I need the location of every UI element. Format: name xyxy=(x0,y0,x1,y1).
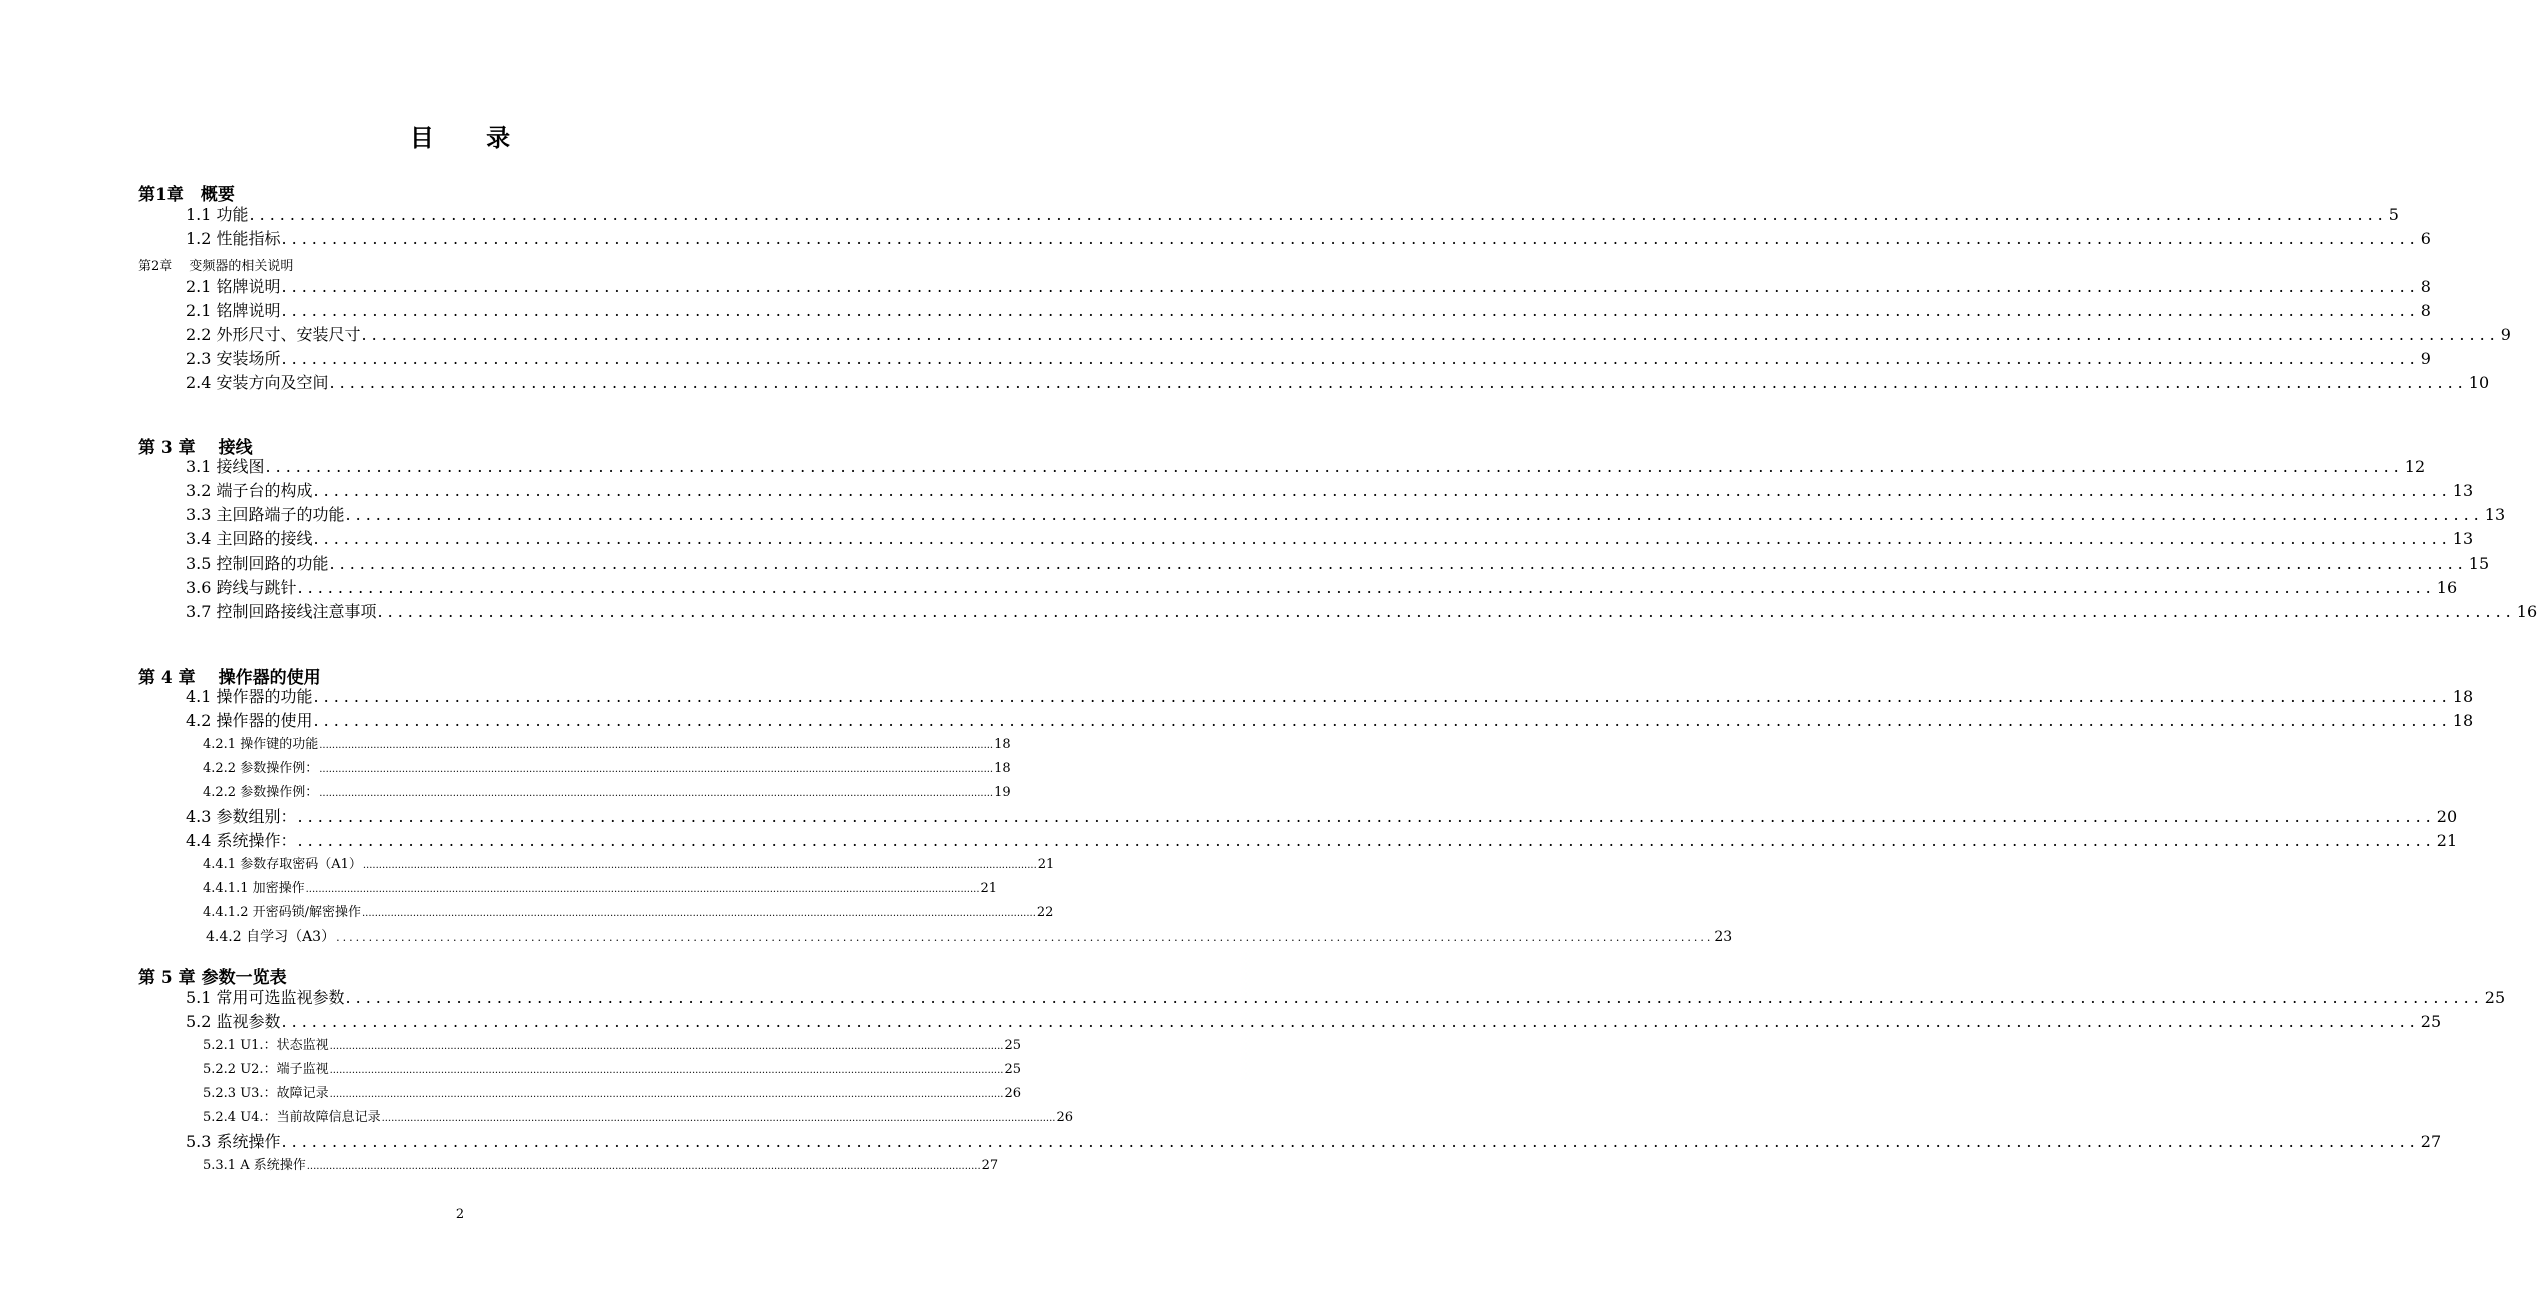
entry-page: 23 xyxy=(1714,929,1733,945)
entry-page: 16 xyxy=(2436,578,2458,597)
chapter-label: 第1章 概要 xyxy=(138,185,235,205)
dot-leader: .................................................................................................................................................................................................................... xyxy=(319,764,994,775)
entry-page: 19 xyxy=(994,785,1011,800)
entry-label: 4.4.1.2 开密码锁/解密操作 xyxy=(203,905,361,920)
dot-leader: .................................................................................................................................................................................................................... xyxy=(381,1113,1056,1124)
entry-label: 4.4 系统操作： xyxy=(186,831,297,850)
dot-leader: .................................................................................................................................................................................................................... xyxy=(306,1161,981,1172)
entry-label: 4.1 操作器的功能 xyxy=(186,687,313,706)
toc-subentry[interactable] xyxy=(203,760,1011,779)
toc-subentry[interactable] xyxy=(203,904,1054,923)
toc-entry[interactable] xyxy=(186,578,2458,598)
entry-page: 25 xyxy=(1004,1038,1022,1053)
entry-label: 2.4 安装方向及空间 xyxy=(186,373,329,392)
toc-entry[interactable] xyxy=(186,554,2490,574)
dot-leader: .................................................................................................................................................................................................................... xyxy=(313,481,2452,500)
dot-leader: .................................................................................................................................................................................................................... xyxy=(361,325,2500,344)
toc-subentry[interactable] xyxy=(203,856,1055,875)
entry-page: 9 xyxy=(2420,349,2431,368)
entry-label: 5.3.1 A 系统操作 xyxy=(203,1158,306,1173)
entry-label: 1.1 功能 xyxy=(186,205,249,224)
entry-label: 5.2.4 U4.：当前故障信息记录 xyxy=(203,1110,381,1125)
toc-subentry[interactable] xyxy=(206,928,1733,947)
toc-entry[interactable] xyxy=(186,325,2511,345)
toc-subentry[interactable] xyxy=(203,1157,999,1176)
dot-leader: .................................................................................................................................................................................................................... xyxy=(281,349,2420,368)
entry-page: 13 xyxy=(2484,505,2506,524)
toc-entry[interactable] xyxy=(186,205,2399,225)
toc-subentry[interactable] xyxy=(203,880,998,899)
entry-label: 5.2 监视参数 xyxy=(186,1012,281,1031)
dot-leader: .................................................................................................................................................................................................................... xyxy=(319,740,994,751)
entry-label: 3.2 端子台的构成 xyxy=(186,481,313,500)
entry-label: 4.2 操作器的使用 xyxy=(186,711,313,730)
entry-page: 26 xyxy=(1004,1086,1022,1101)
entry-page: 18 xyxy=(2452,687,2474,706)
toc-subentry[interactable] xyxy=(203,784,1011,803)
entry-label: 3.6 跨线与跳针 xyxy=(186,578,297,597)
entry-label: 4.2.2 参数操作例： xyxy=(203,761,319,776)
dot-leader: .................................................................................................................................................................................................................... xyxy=(329,1089,1004,1100)
dot-leader: .................................................................................................................................................................................................................... xyxy=(297,807,2436,826)
entry-page: 18 xyxy=(994,737,1011,752)
entry-page: 20 xyxy=(2436,807,2458,826)
entry-page: 5 xyxy=(2388,205,2399,224)
toc-entry[interactable] xyxy=(186,807,2458,827)
entry-label: 2.1 铭牌说明 xyxy=(186,277,281,296)
chapter-2-heading[interactable] xyxy=(138,255,293,274)
toc-entry[interactable] xyxy=(186,529,2474,549)
dot-leader: .................................................................................................................................................................................................................... xyxy=(281,301,2420,320)
toc-subentry[interactable] xyxy=(203,736,1011,755)
dot-leader: .................................................................................................................................................................................................................... xyxy=(297,578,2436,597)
chapter-5-heading[interactable] xyxy=(138,963,287,988)
entry-label: 4.2.2 参数操作例： xyxy=(203,785,319,800)
entry-label: 4.4.2 自学习（A3） xyxy=(206,929,336,945)
page-number: 2 xyxy=(455,1207,465,1222)
dot-leader: .................................................................................................................................................................................................................... xyxy=(329,1041,1004,1052)
entry-label: 2.3 安装场所 xyxy=(186,349,281,368)
entry-page: 18 xyxy=(2452,711,2474,730)
toc-subentry[interactable] xyxy=(203,1109,1074,1128)
entry-page: 9 xyxy=(2500,325,2511,344)
dot-leader: .................................................................................................................................................................................................................... xyxy=(305,884,980,895)
entry-page: 25 xyxy=(1004,1062,1022,1077)
entry-label: 5.2.2 U2.：端子监视 xyxy=(203,1062,329,1077)
chapter-4-heading[interactable] xyxy=(138,663,321,688)
entry-page: 21 xyxy=(1037,857,1055,872)
dot-leader: .................................................................................................................................................................................................................... xyxy=(362,860,1037,871)
entry-label: 4.4.1.1 加密操作 xyxy=(203,881,305,896)
chapter-label: 第 4 章 操作器的使用 xyxy=(138,668,321,688)
entry-page: 13 xyxy=(2452,529,2474,548)
entry-page: 25 xyxy=(2484,988,2506,1007)
dot-leader: .................................................................................................................................................................................................................... xyxy=(377,602,2516,621)
entry-page: 15 xyxy=(2468,554,2490,573)
entry-page: 27 xyxy=(2420,1132,2442,1151)
entry-label: 5.3 系统操作 xyxy=(186,1132,281,1151)
entry-label: 3.5 控制回路的功能 xyxy=(186,554,329,573)
dot-leader: .................................................................................................................................................................................................................... xyxy=(281,1132,2420,1151)
entry-label: 1.2 性能指标 xyxy=(186,229,281,248)
entry-label: 4.2.1 操作键的功能 xyxy=(203,737,319,752)
entry-label: 2.2 外形尺寸、安装尺寸 xyxy=(186,325,361,344)
entry-page: 25 xyxy=(2420,1012,2442,1031)
entry-page: 21 xyxy=(980,881,998,896)
dot-leader: .................................................................................................................................................................................................................... xyxy=(297,831,2436,850)
dot-leader: .................................................................................................................................................................................................................... xyxy=(336,931,1714,944)
entry-label: 3.3 主回路端子的功能 xyxy=(186,505,345,524)
chapter-1-heading[interactable] xyxy=(138,180,235,205)
entry-page: 12 xyxy=(2404,457,2426,476)
entry-page: 18 xyxy=(994,761,1011,776)
dot-leader: .................................................................................................................................................................................................................... xyxy=(265,457,2404,476)
entry-page: 16 xyxy=(2516,602,2537,621)
chapter-label: 第 3 章 接线 xyxy=(138,438,253,458)
toc-entry[interactable] xyxy=(186,277,2431,297)
toc-title: 目 录 xyxy=(409,123,533,152)
entry-page: 22 xyxy=(1036,905,1054,920)
entry-page: 8 xyxy=(2420,277,2431,296)
entry-label: 3.7 控制回路接线注意事项 xyxy=(186,602,377,621)
toc-entry[interactable] xyxy=(186,687,2474,707)
toc-entry[interactable] xyxy=(186,457,2426,477)
dot-leader: .................................................................................................................................................................................................................... xyxy=(329,554,2468,573)
entry-label: 5.2.1 U1.：状态监视 xyxy=(203,1038,329,1053)
entry-page: 10 xyxy=(2468,373,2490,392)
entry-label: 5.1 常用可选监视参数 xyxy=(186,988,345,1007)
entry-page: 6 xyxy=(2420,229,2431,248)
toc-entry[interactable] xyxy=(186,831,2458,851)
toc-subentry[interactable] xyxy=(203,1061,1022,1080)
entry-label: 4.3 参数组别： xyxy=(186,807,297,826)
entry-page: 8 xyxy=(2420,301,2431,320)
entry-label: 3.4 主回路的接线 xyxy=(186,529,313,548)
dot-leader: .................................................................................................................................................................................................................... xyxy=(281,1012,2420,1031)
chapter-label: 第2章 变频器的相关说明 xyxy=(138,259,294,274)
toc-entry[interactable] xyxy=(186,481,2474,501)
toc-entry[interactable] xyxy=(186,229,2431,249)
dot-leader: .................................................................................................................................................................................................................... xyxy=(329,373,2468,392)
dot-leader: .................................................................................................................................................................................................................... xyxy=(345,988,2484,1007)
toc-subentry[interactable] xyxy=(203,1037,1022,1056)
dot-leader: .................................................................................................................................................................................................................... xyxy=(249,205,2388,224)
entry-page: 27 xyxy=(981,1158,999,1173)
entry-label: 5.2.3 U3.：故障记录 xyxy=(203,1086,329,1101)
dot-leader: .................................................................................................................................................................................................................... xyxy=(362,908,1036,919)
toc-entry[interactable] xyxy=(186,602,2537,622)
toc-entry[interactable] xyxy=(186,988,2506,1008)
dot-leader: .................................................................................................................................................................................................................... xyxy=(345,505,2484,524)
dot-leader: .................................................................................................................................................................................................................... xyxy=(313,711,2452,730)
dot-leader: .................................................................................................................................................................................................................... xyxy=(313,687,2452,706)
entry-page: 26 xyxy=(1056,1110,1074,1125)
toc-entry[interactable] xyxy=(186,373,2490,393)
dot-leader: .................................................................................................................................................................................................................... xyxy=(281,229,2420,248)
toc-entry[interactable] xyxy=(186,1012,2442,1032)
entry-page: 13 xyxy=(2452,481,2474,500)
entry-label: 4.4.1 参数存取密码（A1） xyxy=(203,857,362,872)
entry-page: 21 xyxy=(2436,831,2458,850)
toc-entry[interactable] xyxy=(186,505,2506,525)
entry-label: 2.1 铭牌说明 xyxy=(186,301,281,320)
toc-subentry[interactable] xyxy=(203,1085,1022,1104)
entry-label: 3.1 接线图 xyxy=(186,457,265,476)
toc-entry[interactable] xyxy=(186,301,2431,321)
dot-leader: .................................................................................................................................................................................................................... xyxy=(281,277,2420,296)
toc-entry[interactable] xyxy=(186,711,2474,731)
dot-leader: .................................................................................................................................................................................................................... xyxy=(329,1065,1004,1076)
dot-leader: .................................................................................................................................................................................................................... xyxy=(319,788,994,799)
toc-entry[interactable] xyxy=(186,349,2431,369)
chapter-3-heading[interactable] xyxy=(138,433,253,458)
toc-entry[interactable] xyxy=(186,1132,2442,1152)
chapter-label: 第 5 章 参数一览表 xyxy=(138,968,287,988)
dot-leader: .................................................................................................................................................................................................................... xyxy=(313,529,2452,548)
